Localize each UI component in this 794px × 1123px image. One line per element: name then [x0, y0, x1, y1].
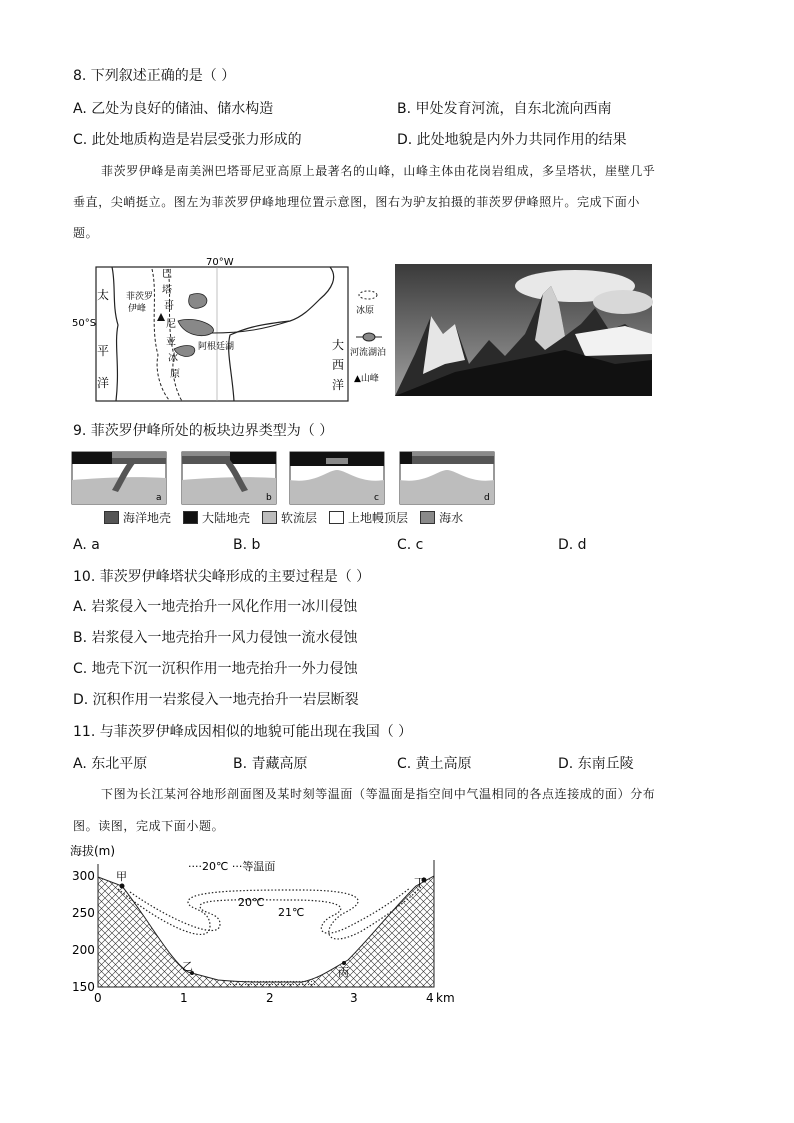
q8-option-d: D. 此处地貌是内外力共同作用的结果	[397, 132, 627, 148]
ytick-150: 150	[72, 980, 95, 994]
panel-label-d: d	[484, 493, 490, 503]
iso-21-label: 21℃	[278, 906, 305, 919]
xtick-3: 3	[350, 991, 358, 1005]
q10-stem: 10. 菲茨罗伊峰塔状尖峰形成的主要过程是（ ）	[73, 569, 371, 585]
svg-text:亚: 亚	[166, 337, 176, 348]
q10-option-a: A. 岩浆侵入一地壳抬升一风化作用一冰川侵蚀	[73, 599, 358, 615]
legend-swatch-upper-mantle	[329, 511, 344, 524]
svg-text:西: 西	[332, 358, 345, 372]
svg-text:太: 太	[97, 288, 110, 302]
legend-upper-mantle: 上地幔顶层	[348, 511, 409, 525]
legend-swatch-seawater	[420, 511, 435, 524]
panel-label-b: b	[266, 493, 272, 503]
q8-stem: 8. 下列叙述正确的是（ ）	[73, 68, 236, 84]
q9-option-a: A. a	[73, 537, 100, 553]
location-map	[72, 255, 394, 403]
plate-panel-d	[400, 452, 494, 504]
svg-text:尼: 尼	[166, 319, 176, 330]
legend-ocean-crust: 海洋地壳	[123, 511, 172, 525]
intro1-line1: 菲茨罗伊峰是南美洲巴塔哥尼亚高原上最著名的山峰，山峰主体由花岗岩组成，多呈塔状，崖壁几乎	[101, 164, 656, 178]
map-lat-label: 50°S	[72, 318, 97, 329]
q11-stem: 11. 与菲茨罗伊峰成因相似的地貌可能出现在我国（ ）	[73, 724, 413, 740]
svg-text:冰原: 冰原	[356, 306, 375, 316]
q9-option-c: C. c	[397, 537, 424, 553]
intro1-line2: 垂直，尖峭挺立。图左为菲茨罗伊峰地理位置示意图，图右为驴友拍摄的菲茨罗伊峰照片。完成下面小	[73, 195, 641, 209]
plate-panel-a	[72, 452, 166, 504]
map-lon-label: 70°W	[206, 257, 234, 268]
legend-seawater: 海水	[439, 511, 464, 525]
ytick-250: 250	[72, 906, 95, 920]
q9-stem: 9. 菲茨罗伊峰所处的板块边界类型为（ ）	[73, 423, 334, 439]
ytick-200: 200	[72, 943, 95, 957]
point-yi: 乙	[182, 960, 193, 973]
fitz-roy-photo	[395, 264, 652, 396]
point-jia: 甲	[116, 870, 127, 883]
profile-ylabel: 海拔(m)	[70, 844, 116, 858]
panel-label-c: c	[374, 493, 379, 503]
svg-text:大: 大	[332, 338, 345, 352]
svg-text:原: 原	[170, 369, 180, 380]
svg-text:菲茨罗: 菲茨罗	[126, 292, 154, 302]
profile-legend: ····20℃ ···等温面	[188, 860, 276, 873]
svg-text:洋: 洋	[97, 376, 110, 390]
q11-option-a: A. 东北平原	[73, 756, 148, 772]
svg-text:洋: 洋	[332, 378, 345, 392]
q11-option-c: C. 黄土高原	[397, 756, 472, 772]
plate-legend	[104, 509, 463, 526]
point-bing: 丙	[338, 966, 349, 979]
svg-text:伊峰: 伊峰	[128, 304, 147, 314]
point-ding: 丁	[414, 876, 425, 889]
q10-option-c: C. 地壳下沉一沉积作用一地壳抬升一外力侵蚀	[73, 661, 358, 677]
q10-option-b: B. 岩浆侵入一地壳抬升一风力侵蚀一流水侵蚀	[73, 630, 358, 646]
xtick-0: 0	[94, 991, 102, 1005]
legend-asthenosphere: 软流层	[281, 511, 318, 525]
q8-option-b: B. 甲处发育河流，自东北流向西南	[397, 101, 612, 117]
plate-panel-c	[290, 452, 384, 504]
valley-profile-diagram	[70, 842, 470, 1010]
svg-text:冰: 冰	[168, 353, 178, 364]
svg-text:塔: 塔	[162, 285, 172, 296]
q8-option-c: C. 此处地质构造是岩层受张力形成的	[73, 132, 302, 148]
svg-text:平: 平	[97, 344, 110, 358]
x-unit: km	[436, 991, 455, 1005]
plate-boundary-diagrams	[70, 450, 502, 506]
xtick-2: 2	[266, 991, 274, 1005]
legend-swatch-ocean-crust	[104, 511, 119, 524]
svg-text:▲山峰: ▲山峰	[354, 374, 379, 384]
xtick-1: 1	[180, 991, 188, 1005]
intro1-line3: 题。	[73, 226, 99, 240]
intro2-line2: 图。读图，完成下面小题。	[73, 819, 225, 833]
panel-label-a: a	[156, 493, 162, 503]
q11-option-b: B. 青藏高原	[233, 756, 308, 772]
ytick-300: 300	[72, 869, 95, 883]
legend-swatch-asthenosphere	[262, 511, 277, 524]
legend-continental-crust: 大陆地壳	[202, 511, 251, 525]
svg-text:巴: 巴	[162, 269, 172, 280]
svg-text:河流湖泊: 河流湖泊	[350, 348, 387, 358]
q8-option-a: A. 乙处为良好的储油、储水构造	[73, 101, 274, 117]
q10-option-d: D. 沉积作用一岩浆侵入一地壳抬升一岩层断裂	[73, 692, 359, 708]
intro2-line1: 下图为长江某河谷地形剖面图及某时刻等温面（等温面是指空间中气温相同的各点连接成的面）分布	[101, 787, 656, 801]
plate-panel-b	[182, 452, 276, 504]
svg-text:哥: 哥	[164, 301, 174, 312]
q9-option-d: D. d	[558, 537, 587, 553]
q9-option-b: B. b	[233, 537, 261, 553]
legend-swatch-continental-crust	[183, 511, 198, 524]
iso-20-label: 20℃	[238, 896, 265, 909]
xtick-4: 4	[426, 991, 434, 1005]
q11-option-d: D. 东南丘陵	[558, 756, 634, 772]
svg-text:阿根廷湖: 阿根廷湖	[198, 342, 235, 352]
